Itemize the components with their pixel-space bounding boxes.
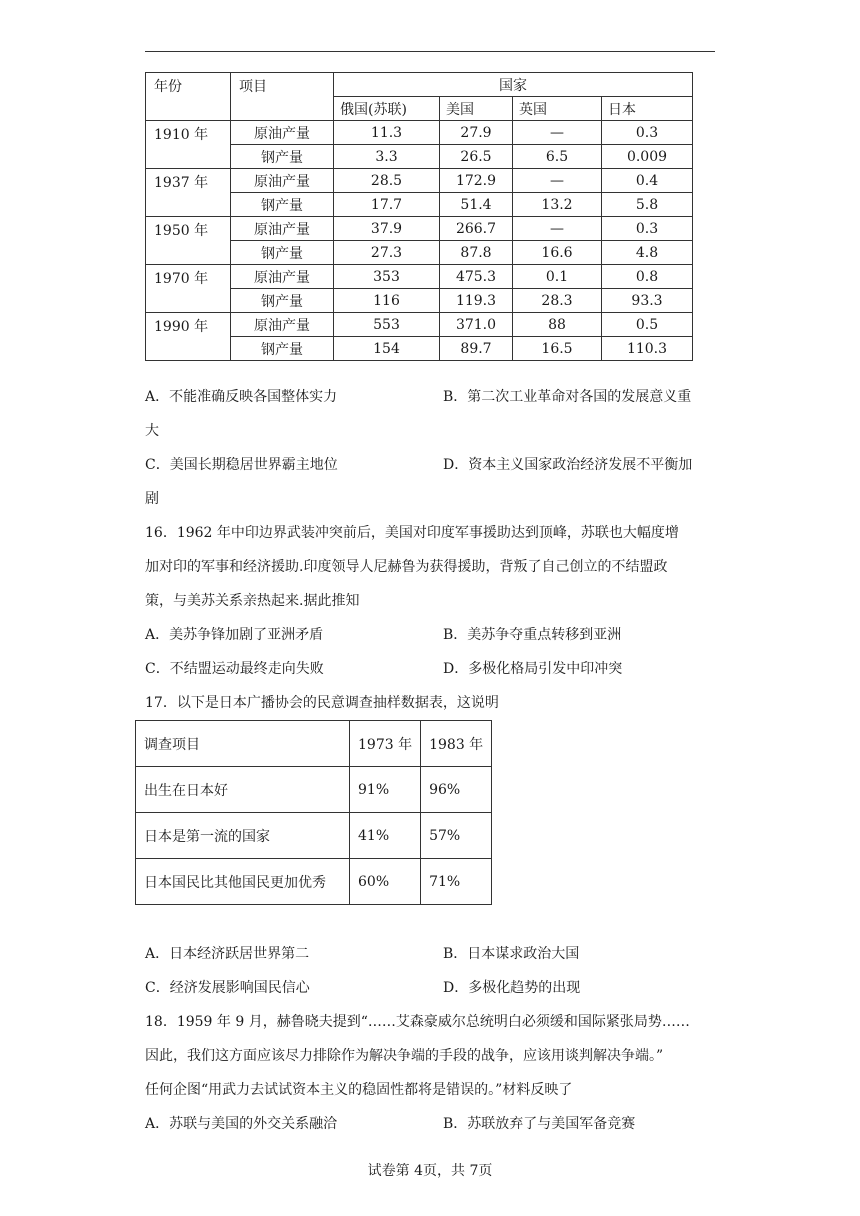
q16-option-a: A．美苏争锋加剧了亚洲矛盾: [145, 627, 324, 643]
q15-option-d: D．资本主义国家政治经济发展不平衡加: [443, 457, 693, 473]
value-cell: 17.7: [334, 193, 440, 217]
header-year: 年份: [146, 73, 231, 121]
value-cell: 28.5: [334, 169, 440, 193]
survey-table: [135, 720, 492, 905]
survey-cell: 71%: [421, 859, 492, 905]
value-cell: —: [513, 217, 602, 241]
value-cell: 0.009: [602, 145, 693, 169]
item-cell: 钢产量: [231, 241, 334, 265]
survey-row: [136, 767, 492, 813]
year-cell: 1937 年: [146, 169, 231, 217]
survey-cell: 60%: [350, 859, 421, 905]
value-cell: 116: [334, 289, 440, 313]
q18-option-b: B．苏联放弃了与美国军备竞赛: [443, 1116, 636, 1132]
q15-option-b: B．第二次工业革命对各国的发展意义重: [443, 389, 692, 405]
header-country-name: 日本: [602, 97, 693, 121]
year-cell: 1950 年: [146, 217, 231, 265]
value-cell: 353: [334, 265, 440, 289]
value-cell: 0.1: [513, 265, 602, 289]
production-table: [145, 72, 693, 361]
value-cell: 28.3: [513, 289, 602, 313]
survey-header-1983: 1983 年: [421, 721, 492, 767]
value-cell: 0.4: [602, 169, 693, 193]
value-cell: 371.0: [440, 313, 513, 337]
value-cell: 51.4: [440, 193, 513, 217]
value-cell: 26.5: [440, 145, 513, 169]
table-row: [146, 265, 693, 289]
value-cell: 87.8: [440, 241, 513, 265]
item-cell: 原油产量: [231, 265, 334, 289]
value-cell: 172.9: [440, 169, 513, 193]
header-country-name: 俄国(苏联): [334, 97, 440, 121]
q16-stem-line-2: 加对印的军事和经济援助.印度领导人尼赫鲁为获得援助，背叛了自己创立的不结盟政: [145, 559, 668, 575]
item-cell: 钢产量: [231, 289, 334, 313]
value-cell: 16.6: [513, 241, 602, 265]
value-cell: 0.3: [602, 121, 693, 145]
item-cell: 原油产量: [231, 313, 334, 337]
year-cell: 1970 年: [146, 265, 231, 313]
value-cell: —: [513, 169, 602, 193]
value-cell: 27.3: [334, 241, 440, 265]
q18-stem-line-1: 18．1959 年 9 月，赫鲁晓夫提到“……艾森豪威尔总统明白必须缓和国际紧张局势……: [145, 1014, 690, 1030]
survey-cell: 96%: [421, 767, 492, 813]
q16-option-d: D．多极化格局引发中印冲突: [443, 661, 623, 677]
value-cell: 266.7: [440, 217, 513, 241]
q17-stem: 17．以下是日本广播协会的民意调查抽样数据表，这说明: [145, 695, 499, 711]
value-cell: —: [513, 121, 602, 145]
q17-option-a: A．日本经济跃居世界第二: [145, 946, 310, 962]
value-cell: 0.5: [602, 313, 693, 337]
survey-cell: 57%: [421, 813, 492, 859]
page-footer: 试卷第 4页，共 7页: [367, 1163, 493, 1179]
value-cell: 89.7: [440, 337, 513, 361]
value-cell: 5.8: [602, 193, 693, 217]
value-cell: 27.9: [440, 121, 513, 145]
survey-cell: 41%: [350, 813, 421, 859]
year-cell: 1910 年: [146, 121, 231, 169]
header-country-name: 美国: [440, 97, 513, 121]
q15-option-a: A．不能准确反映各国整体实力: [145, 389, 338, 405]
value-cell: 0.8: [602, 265, 693, 289]
item-cell: 原油产量: [231, 169, 334, 193]
q18-stem-line-2: 因此，我们这方面应该尽力排除作为解决争端的手段的战争，应该用谈判解决争端。”: [145, 1048, 664, 1064]
q15-option-b-cont: 大: [145, 423, 159, 439]
value-cell: 6.5: [513, 145, 602, 169]
survey-header-item: 调查项目: [136, 721, 350, 767]
value-cell: 37.9: [334, 217, 440, 241]
item-cell: 原油产量: [231, 121, 334, 145]
header-rule: [145, 51, 715, 52]
q16-option-b: B．美苏争夺重点转移到亚洲: [443, 627, 622, 643]
value-cell: 16.5: [513, 337, 602, 361]
table-row: [146, 217, 693, 241]
header-country: 国家: [334, 73, 693, 97]
table-row: [146, 313, 693, 337]
q15-option-d-cont: 剧: [145, 491, 159, 507]
value-cell: 553: [334, 313, 440, 337]
q16-stem-line-3: 策，与美苏关系亲热起来.据此推知: [145, 593, 360, 609]
survey-cell: 日本国民比其他国民更加优秀: [136, 859, 350, 905]
header-item: 项目: [231, 73, 334, 121]
survey-cell: 出生在日本好: [136, 767, 350, 813]
q15-option-c: C．美国长期稳居世界霸主地位: [145, 457, 338, 473]
survey-row: [136, 859, 492, 905]
table-row: [146, 121, 693, 145]
table-header-row: [146, 73, 693, 97]
value-cell: 110.3: [602, 337, 693, 361]
q16-option-c: C．不结盟运动最终走向失败: [145, 661, 324, 677]
value-cell: 13.2: [513, 193, 602, 217]
year-cell: 1990 年: [146, 313, 231, 361]
value-cell: 0.3: [602, 217, 693, 241]
survey-cell: 日本是第一流的国家: [136, 813, 350, 859]
table-row: [146, 169, 693, 193]
q17-option-d: D．多极化趋势的出现: [443, 980, 581, 996]
value-cell: 93.3: [602, 289, 693, 313]
survey-header-1973: 1973 年: [350, 721, 421, 767]
item-cell: 钢产量: [231, 337, 334, 361]
header-country-name: 英国: [513, 97, 602, 121]
value-cell: 3.3: [334, 145, 440, 169]
q17-option-b: B．日本谋求政治大国: [443, 946, 580, 962]
item-cell: 原油产量: [231, 217, 334, 241]
item-cell: 钢产量: [231, 193, 334, 217]
q16-stem-line-1: 16．1962 年中印边界武装冲突前后，美国对印度军事援助达到顶峰，苏联也大幅度增: [145, 525, 679, 541]
item-cell: 钢产量: [231, 145, 334, 169]
survey-header-row: [136, 721, 492, 767]
value-cell: 4.8: [602, 241, 693, 265]
q18-option-a: A．苏联与美国的外交关系融洽: [145, 1116, 338, 1132]
survey-cell: 91%: [350, 767, 421, 813]
value-cell: 88: [513, 313, 602, 337]
value-cell: 154: [334, 337, 440, 361]
q18-stem-line-3: 任何企图“用武力去试试资本主义的稳固性都将是错误的。”材料反映了: [145, 1082, 573, 1098]
value-cell: 119.3: [440, 289, 513, 313]
survey-row: [136, 813, 492, 859]
q17-option-c: C．经济发展影响国民信心: [145, 980, 310, 996]
value-cell: 11.3: [334, 121, 440, 145]
value-cell: 475.3: [440, 265, 513, 289]
